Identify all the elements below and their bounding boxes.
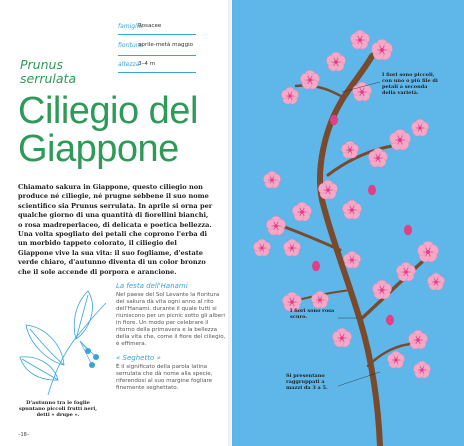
blossom-icon bbox=[416, 241, 440, 264]
title-line2: Giappone bbox=[18, 128, 179, 170]
bud-icon bbox=[312, 261, 320, 271]
blossom-icon bbox=[252, 239, 271, 257]
blossom-icon bbox=[349, 30, 371, 50]
blossom-icon bbox=[325, 52, 347, 72]
blossom-icon bbox=[410, 119, 429, 137]
annotation-color: I fiori sono rosa scuro. bbox=[290, 308, 335, 320]
side-text-hanami: Nel paese del Sol Levante la fioritura del sakura dà vita ogni anno al rito dell'Hanami, durante il quale tutti si riuniscono per un picnic sotto gli alberi in fiore. Un modo per celebrare il ritorno della primavera e la bellezza della vita che, come il fiore del ciliegio, è effimera. bbox=[116, 292, 226, 347]
bud-icon bbox=[404, 225, 412, 235]
side-box bbox=[116, 282, 226, 392]
blossom-icon bbox=[262, 171, 281, 189]
info-table bbox=[118, 18, 196, 73]
info-key: fioritura bbox=[118, 41, 142, 49]
blossom-icon bbox=[426, 273, 445, 291]
blossom-icon bbox=[371, 280, 393, 300]
blossom-icon bbox=[395, 262, 417, 282]
blossom-icon bbox=[386, 351, 405, 369]
page-number: –18– bbox=[18, 432, 30, 438]
bud-icon bbox=[330, 115, 338, 125]
body-paragraph: Chiamato sakura in Giappone, questo ciliegio non produce né ciliegie, né prugne sebbene il suo nome scientifico sia Prunus serrulata. In aprile si orna per qualche giorno di una quantità di fiorellini bianchi, o rosa madreperlaceo, di delicata e poetica bellezza. Una volta spogliato dei petali che coprono l'erba di un morbido tappeto colorato, il ciliegio del Giappone vive la sua vita: il suo fogliame, d'estate verde chiaro, d'autunno diventa di un color bronzo che il sole accende di porpora e arancione. bbox=[18, 183, 213, 276]
side-text-seghetto: È il significato della parola latina serrulata che dà nome alla specie, riferendosi al suo margine fogliare finemente seghettato. bbox=[116, 364, 213, 391]
info-row-bloom bbox=[118, 35, 196, 56]
info-value: aprile-metà maggio bbox=[138, 41, 194, 48]
page-title bbox=[18, 92, 198, 168]
info-value: Rosacee bbox=[138, 22, 162, 29]
side-title-hanami: La festa dell'Hanami bbox=[116, 282, 188, 290]
annotation-clusters: Si presentano raggruppati a mazzi da 3 a 5. bbox=[286, 373, 328, 391]
blossom-icon bbox=[331, 328, 353, 348]
leaf-caption: D'autunno tra le foglie spuntano piccoli frutti neri, detti « drupe ». bbox=[19, 400, 97, 419]
info-key: famiglia bbox=[118, 22, 143, 30]
blossom-icon bbox=[280, 87, 299, 105]
latin-name-line2: serrulata bbox=[20, 71, 77, 86]
cherry-branch-illustration bbox=[232, 0, 464, 446]
bud-icon bbox=[368, 185, 376, 195]
info-row-family bbox=[118, 18, 196, 35]
blossom-icon bbox=[265, 216, 287, 236]
blossom-icon bbox=[282, 239, 301, 257]
blossom-icon bbox=[388, 129, 412, 152]
latin-name-line1: Prunus bbox=[20, 57, 63, 72]
bud-icon bbox=[386, 315, 394, 325]
title-line1: Ciliegio del bbox=[18, 90, 198, 132]
blossom-icon bbox=[412, 361, 431, 379]
blossom-icon bbox=[407, 330, 429, 350]
blossom-icon bbox=[291, 202, 313, 222]
leaf-branch-illustration bbox=[18, 285, 110, 395]
blossom-icon bbox=[341, 200, 363, 220]
latin-name bbox=[20, 58, 76, 86]
side-title-seghetto: « Seghetto » bbox=[116, 354, 161, 362]
info-row-height bbox=[118, 56, 196, 73]
annotation-flowers: I fiori sono piccoli, con uno o più file di petali a seconda della varietà. bbox=[382, 72, 438, 96]
info-value: 3–4 m bbox=[138, 60, 156, 67]
info-key: altezza bbox=[118, 60, 140, 68]
